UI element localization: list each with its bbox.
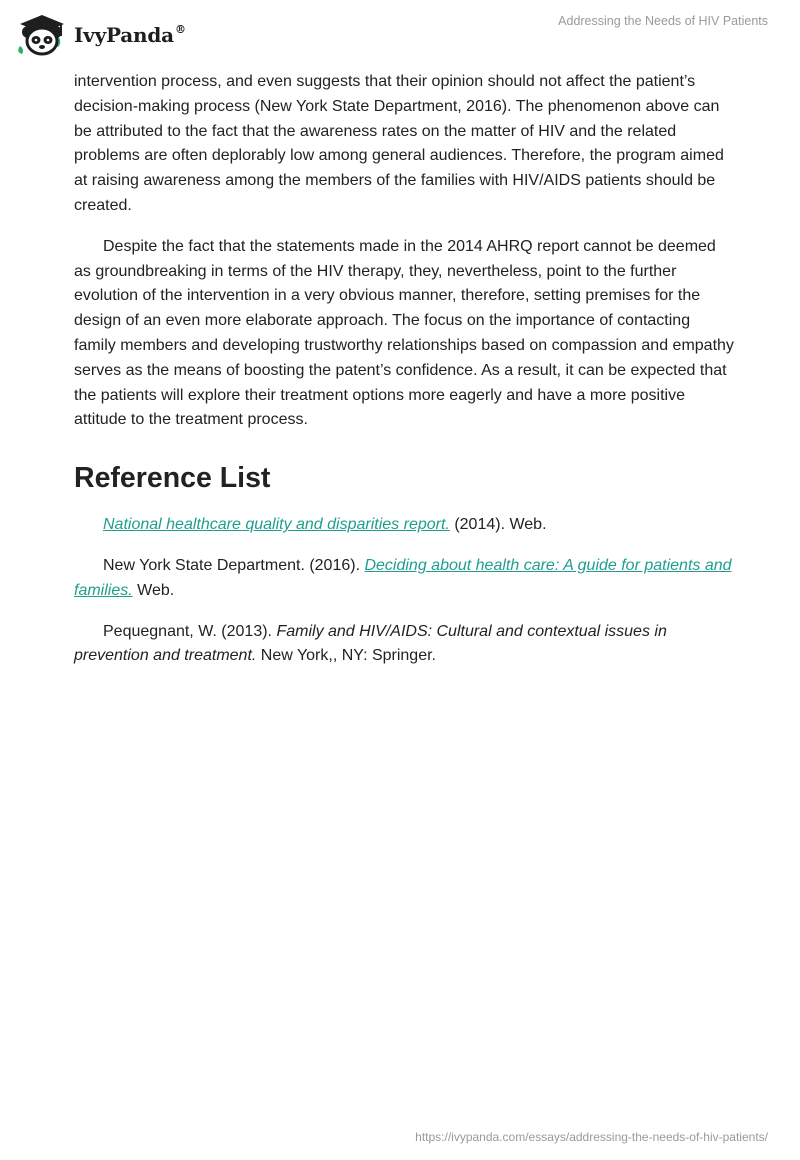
reference-item-1 [74,513,734,538]
reference-3-author: Pequegnant, W. (2013). [103,622,277,640]
reference-item-3 [74,620,734,670]
body-paragraph-1: intervention process, and even suggests that their opinion should not affect the patient’s decision-making process (New York State Department, 2016). The phenomenon above can be attributed to the fact that the awareness rates on the matter of HIV and the related problems are often deplorably low among general audiences. Therefore, the program aimed at raising awareness among the members of the families with HIV/AIDS patients should be created. [74,73,724,214]
registered-mark: ® [174,23,186,36]
reference-item-2 [74,554,734,604]
logo-wordmark: IvyPanda® [74,23,186,47]
reference-3-title: Family and HIV/AIDS: Cultural and contextual issues in prevention and treatment. [74,622,667,665]
reference-2-author: New York State Department. (2016). [103,556,365,574]
panda-graduate-icon [14,12,70,58]
document-title: Addressing the Needs of HIV Patients [558,14,768,28]
body-paragraph-2: Despite the fact that the statements made in the 2014 AHRQ report cannot be deemed as groundbreaking in terms of the HIV therapy, they, nevertheless, point to the further evolution of the intervention in a very obvious manner, therefore, setting premises for the design of an even more elaborate approach. The focus on the importance of contacting family members and developing trustworthy relationships based on compassion and empathy serves as the means of boosting the patent’s confidence. As a result, it can be expected that the patients will explore their treatment options more eagerly and have a more positive attitude to the treatment process. [74,237,734,429]
page-header [0,0,800,70]
reference-link-2[interactable]: Deciding about health care: A guide for patients and families. [74,556,732,599]
ivypanda-logo[interactable] [14,10,186,60]
reference-list [74,513,734,669]
reference-list-heading: Reference List [74,462,271,495]
essay-content [74,70,734,685]
reference-2-rest: Web. [132,581,175,599]
reference-3-rest: New York,, NY: Springer. [256,647,436,665]
source-url: https://ivypanda.com/essays/addressing-the-needs-of-hiv-patients/ [415,1130,768,1144]
reference-1-rest: (2014). Web. [449,516,547,534]
reference-link-1[interactable]: National healthcare quality and disparities report. [103,516,450,534]
